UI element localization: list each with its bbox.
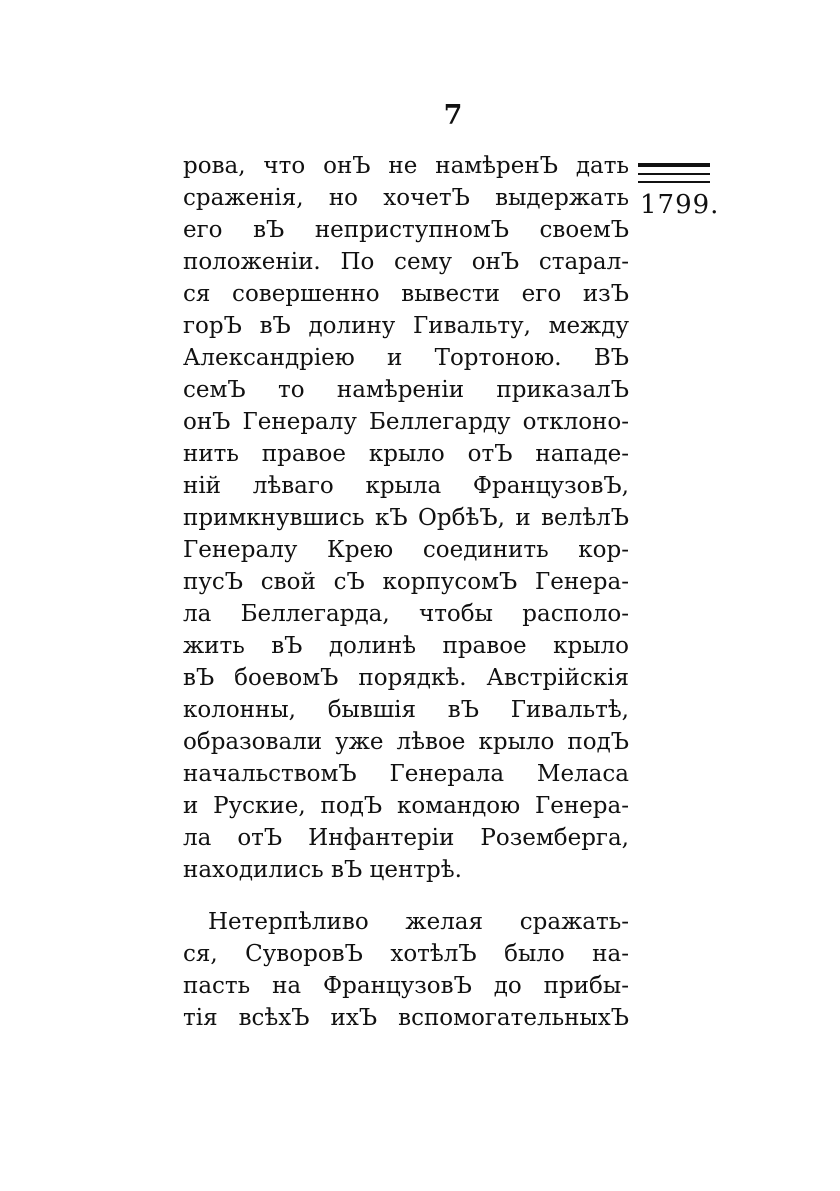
text-line: примкнувшись кЪ ОрбѣЪ, и велѣлЪ bbox=[183, 505, 629, 531]
text-line: тія всѣхЪ ихЪ вспомогательныхЪ bbox=[183, 1005, 629, 1031]
text-line: находились вЪ центрѣ. bbox=[183, 857, 462, 883]
text-line: ся совершенно вывести его изЪ bbox=[183, 281, 629, 307]
text-line: Нетерпѣливо желая сражать- bbox=[208, 909, 629, 935]
text-line: положеніи. По сему онЪ старал- bbox=[183, 249, 629, 275]
text-line: колонны, бывшія вЪ Гивальтѣ, bbox=[183, 697, 629, 723]
text-line: пасть на ФранцузовЪ до прибы- bbox=[183, 973, 629, 999]
paragraph-2 bbox=[183, 906, 629, 1034]
text-line: Генералу Крею соединить кор- bbox=[183, 537, 629, 563]
text-line: сраженія, но хочетЪ выдержать bbox=[183, 185, 629, 211]
body-text bbox=[183, 150, 629, 1034]
text-line: ній лѣваго крыла ФранцузовЪ, bbox=[183, 473, 629, 499]
text-line: начальствомЪ Генерала Меласа bbox=[183, 761, 629, 787]
text-line: ся, СуворовЪ хотѣлЪ было на- bbox=[183, 941, 629, 967]
text-line: рова, что онЪ не намѣренЪ дать bbox=[183, 153, 629, 179]
page-number: 7 bbox=[443, 100, 463, 131]
text-line: вЪ боевомЪ порядкѣ. Австрійскія bbox=[183, 665, 629, 691]
text-line: пусЪ свой сЪ корпусомЪ Генера- bbox=[183, 569, 629, 595]
margin-rule-top bbox=[638, 163, 710, 167]
margin-rule-bottom bbox=[638, 181, 710, 183]
text-line: горЪ вЪ долину Гивальту, между bbox=[183, 313, 629, 339]
text-line: семЪ то намѣреніи приказалЪ bbox=[183, 377, 629, 403]
text-line: жить вЪ долинѣ правое крыло bbox=[183, 633, 629, 659]
text-line: нить правое крыло отЪ нападе- bbox=[183, 441, 629, 467]
paragraph-spacer bbox=[183, 886, 629, 906]
text-line: Александріею и Тортоною. ВЪ bbox=[183, 345, 629, 371]
margin-rule-middle bbox=[638, 173, 710, 175]
text-line: и Руские, подЪ командою Генера- bbox=[183, 793, 629, 819]
text-line: ла отЪ Инфантеріи Роземберга, bbox=[183, 825, 629, 851]
paragraph-1 bbox=[183, 150, 629, 886]
text-line: его вЪ неприступномЪ своемЪ bbox=[183, 217, 629, 243]
text-line: онЪ Генералу Беллегарду отклоно- bbox=[183, 409, 629, 435]
text-line: образовали уже лѣвое крыло подЪ bbox=[183, 729, 629, 755]
text-line: ла Беллегарда, чтобы располо- bbox=[183, 601, 629, 627]
margin-year: 1799. bbox=[640, 190, 720, 220]
